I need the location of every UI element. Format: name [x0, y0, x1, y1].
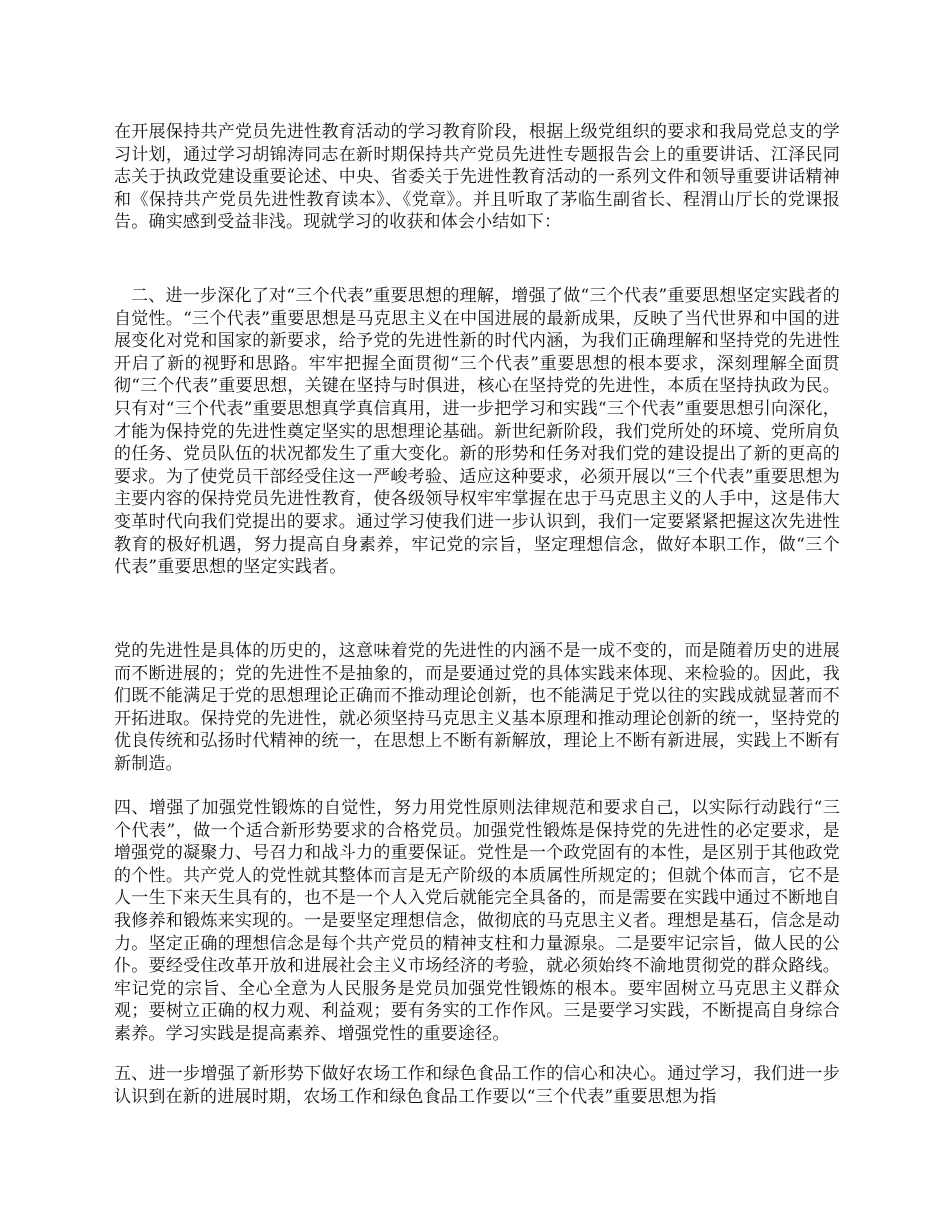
paragraph-intro: 在开展保持共产党员先进性教育活动的学习教育阶段，根据上级党组织的要求和我局党总支的学习计划，通过学习胡锦涛同志在新时期保持共产党员先进性专题报告会上的重要讲话、江泽民同志关于执政党建设重要论述、中央、省委关于先进性教育活动的一系列文件和领导重要讲话精神和《保持共产党员先进性教育读本》、《党章》。并且听取了茅临生副省长、程渭山厅长的党课报告。确实感到受益非浅。现就学习的收获和体会小结如下：	[114, 122, 840, 233]
paragraph-section-five: 五、进一步增强了新形势下做好农场工作和绿色食品工作的信心和决心。通过学习，我们进一步认识到在新的进展时期，农场工作和绿色食品工作要以“三个代表”重要思想为指	[114, 1064, 840, 1107]
paragraph-advancement: 党的先进性是具体的历史的，这意味着党的先进性的内涵不是一成不变的，而是随着历史的进展而不断进展的；党的先进性不是抽象的，而是要通过党的具体实践来体现、来检验的。因此，我们既不能满足于党的思想理论正确而不推动理论创新，也不能满足于党以往的实践成就显著而不开拓进取。保持党的先进性，就必须坚持马克思主义基本原理和推动理论创新的统一，坚持党的优良传统和弘扬时代精神的统一，在思想上不断有新解放，理论上不断有新进展，实践上不断有新制造。	[114, 641, 840, 774]
paragraph-section-two: 二、进一步深化了对“三个代表”重要思想的理解，增强了做“三个代表”重要思想坚定实践者的自觉性。“三个代表”重要思想是马克思主义在中国进展的最新成果，反映了当代世界和中国的进展变化对党和国家的新要求，给予党的先进性新的时代内涵，为我们正确理解和坚持党的先进性开启了新的视野和思路。牢牢把握全面贯彻“三个代表”重要思想的根本要求，深刻理解全面贯彻“三个代表”重要思想，关键在坚持与时俱进，核心在坚持党的先进性，本质在坚持执政为民。只有对“三个代表”重要思想真学真信真用，进一步把学习和实践“三个代表”重要思想引向深化，才能为保持党的先进性奠定坚实的思想理论基础。新世纪新阶段，我们党所处的环境、党所肩负的任务、党员队伍的状况都发生了重大变化。新的形势和任务对我们党的建设提出了新的更高的要求。为了使党员干部经受住这一严峻考验、适应这种要求，必须开展以“三个代表”重要思想为主要内容的保持党员先进性教育，使各级领导权牢牢掌握在忠于马克思主义的人手中，这是伟大变革时代向我们党提出的要求。通过学习使我们进一步认识到，我们一定要紧紧把握这次先进性教育的极好机遇，努力提高自身素养，牢记党的宗旨，坚定理想信念，做好本职工作，做“三个代表”重要思想的坚定实践者。	[114, 286, 840, 578]
paragraph-section-four: 四、增强了加强党性锻炼的自觉性，努力用党性原则法律规范和要求自己，以实际行动践行“三个代表”，做一个适合新形势要求的合格党员。加强党性锻炼是保持党的先进性的必定要求，是增强党的凝聚力、号召力和战斗力的重要保证。党性是一个政党固有的本性，是区别于其他政党的个性。共产党人的党性就其整体而言是无产阶级的本质属性所规定的；但就个体而言，它不是人一生下来天生具有的，也不是一个人入党后就能完全具备的，而是需要在实践中通过不断地自我修养和锻炼来实现的。一是要坚定理想信念，做彻底的马克思主义者。理想是基石，信念是动力。坚定正确的理想信念是每个共产党员的精神支柱和力量源泉。二是要牢记宗旨，做人民的公仆。要经受住改革开放和进展社会主义市场经济的考验，就必须始终不渝地贯彻党的群众路线。牢记党的宗旨、全心全意为人民服务是党员加强党性锻炼的根本。要牢固树立马克思主义群众观；要树立正确的权力观、利益观；要有务实的工作作风。三是要学习实践，不断提高自身综合素养。学习实践是提高素养、增强党性的重要途径。	[114, 798, 840, 1044]
